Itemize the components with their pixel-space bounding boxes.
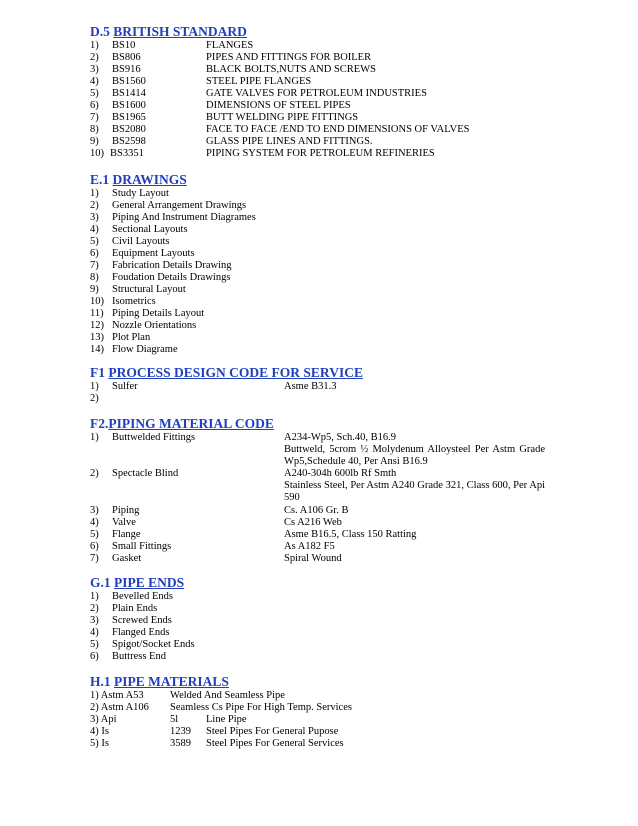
standard-description: GATE VALVES FOR PETROLEUM INDUSTRIES — [206, 88, 427, 99]
list-item-number: 3) — [90, 64, 99, 75]
list-item — [90, 332, 560, 344]
list-item — [90, 296, 560, 308]
list-item-label: Gasket — [112, 553, 142, 564]
list-item — [90, 100, 560, 112]
list-item-number: 6) — [90, 651, 99, 662]
section-heading: F1 PROCESS DESIGN CODE FOR SERVICE — [90, 365, 363, 380]
list-item-value: A234-Wp5, Sch.40, B16.9 — [284, 432, 396, 443]
list-item — [90, 112, 560, 124]
section-pipe-materials — [90, 674, 560, 750]
standard-code: BS10 — [112, 40, 136, 51]
list-item — [90, 64, 560, 76]
standard-description: BUTT WELDING PIPE FITTINGS — [206, 112, 359, 123]
material-code: Seamless Cs Pipe For High Temp. Services — [170, 702, 352, 713]
standard-description: BLACK BOLTS,NUTS AND SCREWS — [206, 64, 376, 75]
list-item-number: 8) — [90, 272, 99, 283]
list-item-number: 2) — [90, 200, 99, 211]
standard-code: BS1414 — [112, 88, 146, 99]
section-british-standard — [90, 24, 560, 160]
list-item-label: Equipment Layouts — [112, 248, 195, 259]
list-item-number: 5) — [90, 639, 99, 650]
list-item-label: Foudation Details Drawings — [112, 272, 231, 283]
list-item — [90, 344, 560, 356]
list-item-number: 4) — [90, 517, 99, 528]
list-item-label: Spectacle Blind — [112, 468, 179, 479]
list-item-number: 6) — [90, 248, 99, 259]
list-item — [90, 260, 560, 272]
material-code: 3589 — [170, 738, 191, 749]
list-item — [90, 651, 560, 663]
drawings-list — [90, 188, 560, 356]
list-item-label: Plain Ends — [112, 603, 158, 614]
list-item-number: 10) — [90, 148, 104, 159]
list-item — [90, 320, 560, 332]
list-item-label: Flanged Ends — [112, 627, 170, 638]
standard-description: FACE TO FACE /END TO END DIMENSIONS OF VALVES — [206, 124, 470, 135]
list-item-number: 6) — [90, 541, 99, 552]
list-item-label: Flow Diagrame — [112, 344, 178, 355]
section-piping-material-code — [90, 416, 560, 564]
list-item-label: Sectional Layouts — [112, 224, 188, 235]
list-item-number: 4) — [90, 76, 99, 87]
list-item-number: 5) — [90, 236, 99, 247]
standard-code: BS1560 — [112, 76, 146, 87]
list-item-label: Study Layout — [112, 188, 169, 199]
list-item-number: 7) — [90, 553, 99, 564]
list-item — [90, 308, 560, 320]
list-item-number: 9) — [90, 284, 99, 295]
list-item-label: Spigot/Socket Ends — [112, 639, 195, 650]
list-item-label: Isometrics — [112, 296, 156, 307]
list-item — [90, 284, 560, 296]
list-item-value: Asme B31.3 — [284, 381, 337, 392]
list-item-number: 1) — [90, 591, 99, 602]
list-item-value: Cs. A106 Gr. B — [284, 505, 349, 516]
list-item — [90, 136, 560, 148]
list-item — [90, 52, 560, 64]
standard-code: BS806 — [112, 52, 141, 63]
section-heading: D.5 BRITISH STANDARD — [90, 24, 247, 39]
list-item-number: 4) — [90, 627, 99, 638]
process-design-list — [90, 381, 560, 405]
list-item — [90, 148, 560, 160]
standard-description: STEEL PIPE FLANGES — [206, 76, 312, 87]
list-item — [90, 88, 560, 100]
list-item — [90, 702, 560, 714]
list-item — [90, 188, 560, 200]
list-item-number: 2) — [90, 468, 99, 479]
list-item-value: Buttweld, 5crom ½ Molydenum Alloysteel Per Astm Grade — [284, 444, 545, 455]
list-item-number: 9) — [90, 136, 99, 147]
list-item — [90, 690, 560, 702]
pipe-materials-list — [90, 690, 560, 750]
list-item-value: Spiral Wound — [284, 553, 342, 564]
standard-description: PIPING SYSTEM FOR PETROLEUM REFINERIES — [206, 148, 435, 159]
list-item-number: 5) — [90, 88, 99, 99]
list-item — [90, 236, 560, 248]
list-item-value: Wp5,Schedule 40, Per Ansi B16.9 — [284, 456, 428, 467]
section-drawings — [90, 172, 560, 356]
list-item — [90, 615, 560, 627]
list-item — [90, 591, 560, 603]
list-item-label: Nozzle Orientations — [112, 320, 197, 331]
standard-code: BS1600 — [112, 100, 146, 111]
list-item — [90, 726, 560, 738]
pipe-ends-list — [90, 591, 560, 663]
section-heading: G.1 PIPE ENDS — [90, 575, 185, 590]
material-code: 5l — [170, 714, 179, 725]
section-process-design-code — [90, 365, 560, 405]
piping-material-list — [90, 432, 560, 564]
list-item-number: 1) — [90, 188, 99, 199]
list-item-label: Piping Details Layout — [112, 308, 205, 319]
list-item-number: 6) — [90, 100, 99, 111]
standard-code: BS3351 — [110, 148, 144, 159]
material-code: Welded And Seamless Pipe — [170, 690, 285, 701]
list-item-label: Valve — [112, 517, 136, 528]
material-standard: 5) Is — [90, 738, 109, 749]
list-item-number: 12) — [90, 320, 104, 331]
list-item — [90, 603, 560, 615]
material-description: Steel Pipes For General Pupose — [206, 726, 339, 737]
list-item — [90, 40, 560, 52]
standard-description: PIPES AND FITTINGS FOR BOILER — [206, 52, 372, 63]
list-item-number: 1) — [90, 432, 99, 443]
section-pipe-ends — [90, 575, 560, 663]
standard-description: DIMENSIONS OF STEEL PIPES — [206, 100, 351, 111]
standard-description: GLASS PIPE LINES AND FITTINGS. — [206, 136, 373, 147]
list-item-number: 3) — [90, 212, 99, 223]
list-item-number: 3) — [90, 505, 99, 516]
section-heading: H.1 PIPE MATERIALS — [90, 674, 229, 689]
standard-code: BS2598 — [112, 136, 146, 147]
list-item-value: Asme B16.5, Class 150 Ratting — [284, 529, 417, 540]
list-item — [90, 714, 560, 726]
section-heading: F2.PIPING MATERIAL CODE — [90, 416, 274, 431]
list-item-label: Piping — [112, 505, 140, 516]
list-item-number: 5) — [90, 529, 99, 540]
list-item — [90, 124, 560, 136]
list-item-label: Flange — [112, 529, 141, 540]
list-item — [90, 381, 560, 393]
standard-code: BS1965 — [112, 112, 146, 123]
list-item-label: Small Fittings — [112, 541, 172, 552]
list-item-label: Buttwelded Fittings — [112, 432, 196, 443]
material-standard: 2) Astm A106 — [90, 702, 149, 713]
material-standard: 3) Api — [90, 714, 117, 725]
material-description: Line Pipe — [206, 714, 247, 725]
list-item — [90, 224, 560, 236]
list-item-number: 11) — [90, 308, 104, 319]
list-item-value: Stainless Steel, Per Astm A240 Grade 321, Class 600, Per Api — [284, 480, 545, 491]
list-item-value: Cs A216 Web — [284, 517, 342, 528]
list-item-label: Structural Layout — [112, 284, 186, 295]
list-item-value: As A182 F5 — [284, 541, 335, 552]
standard-code: BS2080 — [112, 124, 146, 135]
list-item-number: 2) — [90, 52, 99, 63]
standard-code: BS916 — [112, 64, 141, 75]
list-item-number: 1) — [90, 381, 99, 392]
list-item — [90, 639, 560, 651]
list-item — [90, 738, 560, 750]
list-item — [90, 76, 560, 88]
section-heading: E.1 DRAWINGS — [90, 172, 187, 187]
list-item-number: 4) — [90, 224, 99, 235]
british-standard-list — [90, 40, 560, 160]
list-item — [90, 272, 560, 284]
list-item-value: 590 — [284, 492, 300, 503]
list-item-value: A240-304h 600lb Rf Smth — [284, 468, 397, 479]
material-description: Steel Pipes For General Services — [206, 738, 344, 749]
list-item — [90, 627, 560, 639]
list-item-label: Bevelled Ends — [112, 591, 173, 602]
list-item-number: 13) — [90, 332, 104, 343]
material-standard: 4) Is — [90, 726, 109, 737]
standard-description: FLANGES — [206, 40, 254, 51]
list-item — [90, 393, 560, 405]
list-item-label: Piping And Instrument Diagrames — [112, 212, 256, 223]
list-item-label: Civil Layouts — [112, 236, 170, 247]
list-item-label: Screwed Ends — [112, 615, 172, 626]
material-code: 1239 — [170, 726, 191, 737]
list-item-label: Plot Plan — [112, 332, 151, 343]
list-item-number: 7) — [90, 260, 99, 271]
list-item-number: 2) — [90, 393, 99, 404]
list-item-label: General Arrangement Drawings — [112, 200, 247, 211]
material-standard: 1) Astm A53 — [90, 690, 144, 701]
list-item — [90, 212, 560, 224]
list-item — [90, 248, 560, 260]
list-item-number: 7) — [90, 112, 99, 123]
list-item-number: 10) — [90, 296, 104, 307]
list-item-number: 8) — [90, 124, 99, 135]
list-item-label: Buttress End — [112, 651, 166, 662]
list-item-number: 3) — [90, 615, 99, 626]
list-item-label: Fabrication Details Drawing — [112, 260, 232, 271]
list-item — [90, 200, 560, 212]
list-item-number: 1) — [90, 40, 99, 51]
list-item-label: Sulfer — [112, 381, 138, 392]
list-item-number: 14) — [90, 344, 104, 355]
list-item-number: 2) — [90, 603, 99, 614]
